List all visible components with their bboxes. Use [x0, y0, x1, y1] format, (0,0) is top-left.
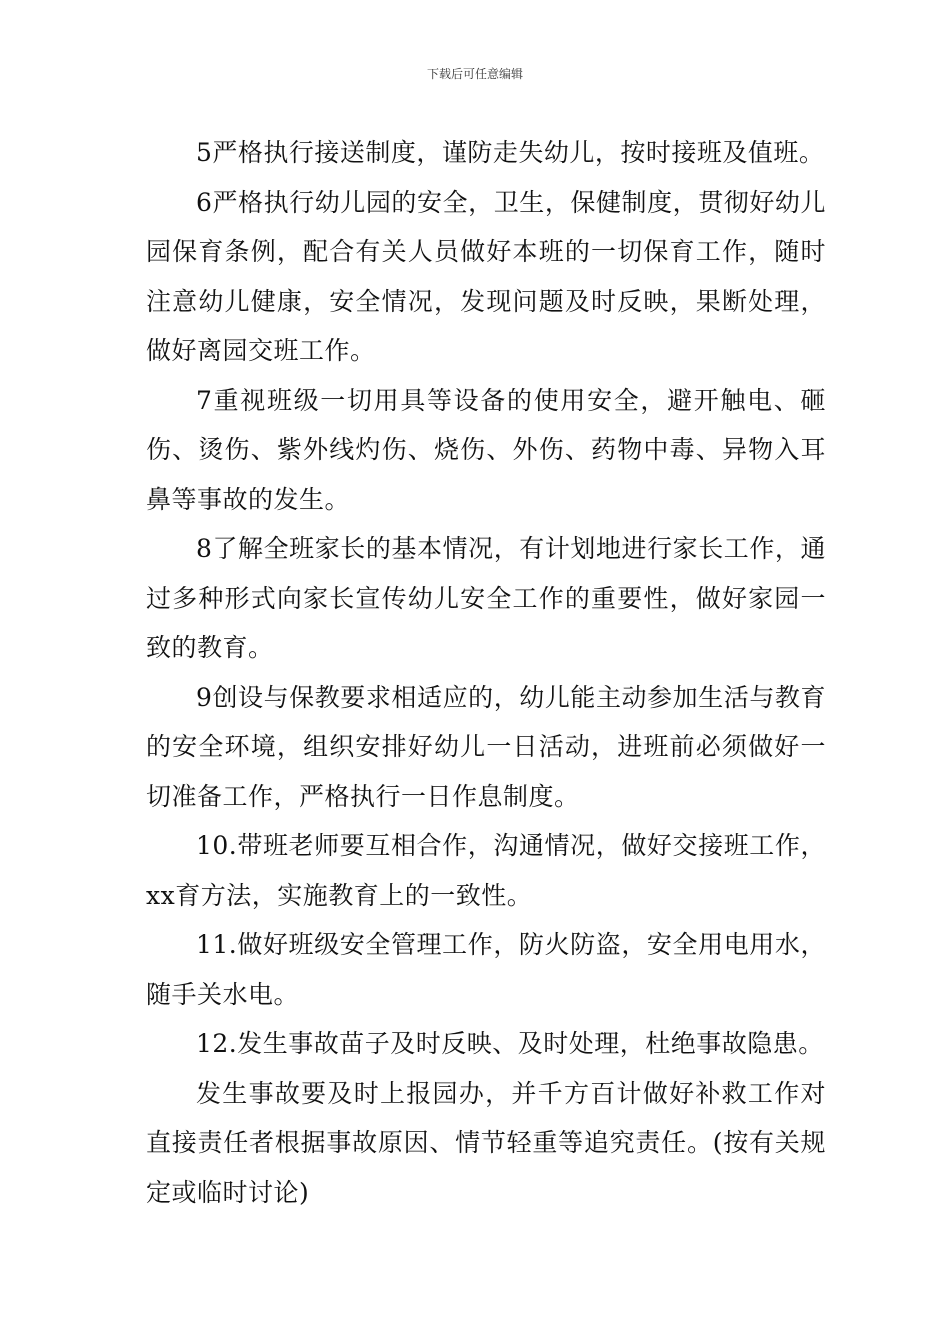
page-header-note: 下载后可任意编辑: [426, 67, 523, 81]
paragraph-9: 9创设与保教要求相适应的，幼儿能主动参加生活与教育的安全环境，组织安排好幼儿一日活动，进班前必须做好一切准备工作，严格执行一日作息制度。: [146, 682, 826, 811]
document-body: [146, 128, 826, 1217]
paragraph-10: 10.带班老师要互相合作，沟通情况，做好交接班工作，xx育方法，实施教育上的一致性。: [146, 831, 826, 910]
paragraph-8: 8了解全班家长的基本情况，有计划地进行家长工作，通过多种形式向家长宣传幼儿安全工作的重要性，做好家园一致的教育。: [146, 534, 826, 662]
paragraph-5: 5严格执行接送制度，谨防走失幼儿，按时接班及值班。: [196, 138, 825, 167]
paragraph-6: 6严格执行幼儿园的安全，卫生，保健制度，贯彻好幼儿园保育条例，配合有关人员做好本班的一切保育工作，随时注意幼儿健康，安全情况，发现问题及时反映，果断处理，做好离园交班工作。: [146, 187, 826, 365]
paragraph-accident-reporting: 发生事故要及时上报园办，并千方百计做好补救工作对直接责任者根据事故原因、情节轻重等追究责任。(按有关规定或临时讨论): [146, 1078, 826, 1207]
paragraph-12: 12.发生事故苗子及时反映、及时处理，杜绝事故隐患。: [196, 1029, 824, 1058]
paragraph-7: 7重视班级一切用具等设备的使用安全，避开触电、砸伤、烫伤、紫外线灼伤、烧伤、外伤、药物中毒、异物入耳鼻等事故的发生。: [146, 385, 826, 514]
paragraph-11: 11.做好班级安全管理工作，防火防盗，安全用电用水，随手关水电。: [146, 930, 826, 1009]
